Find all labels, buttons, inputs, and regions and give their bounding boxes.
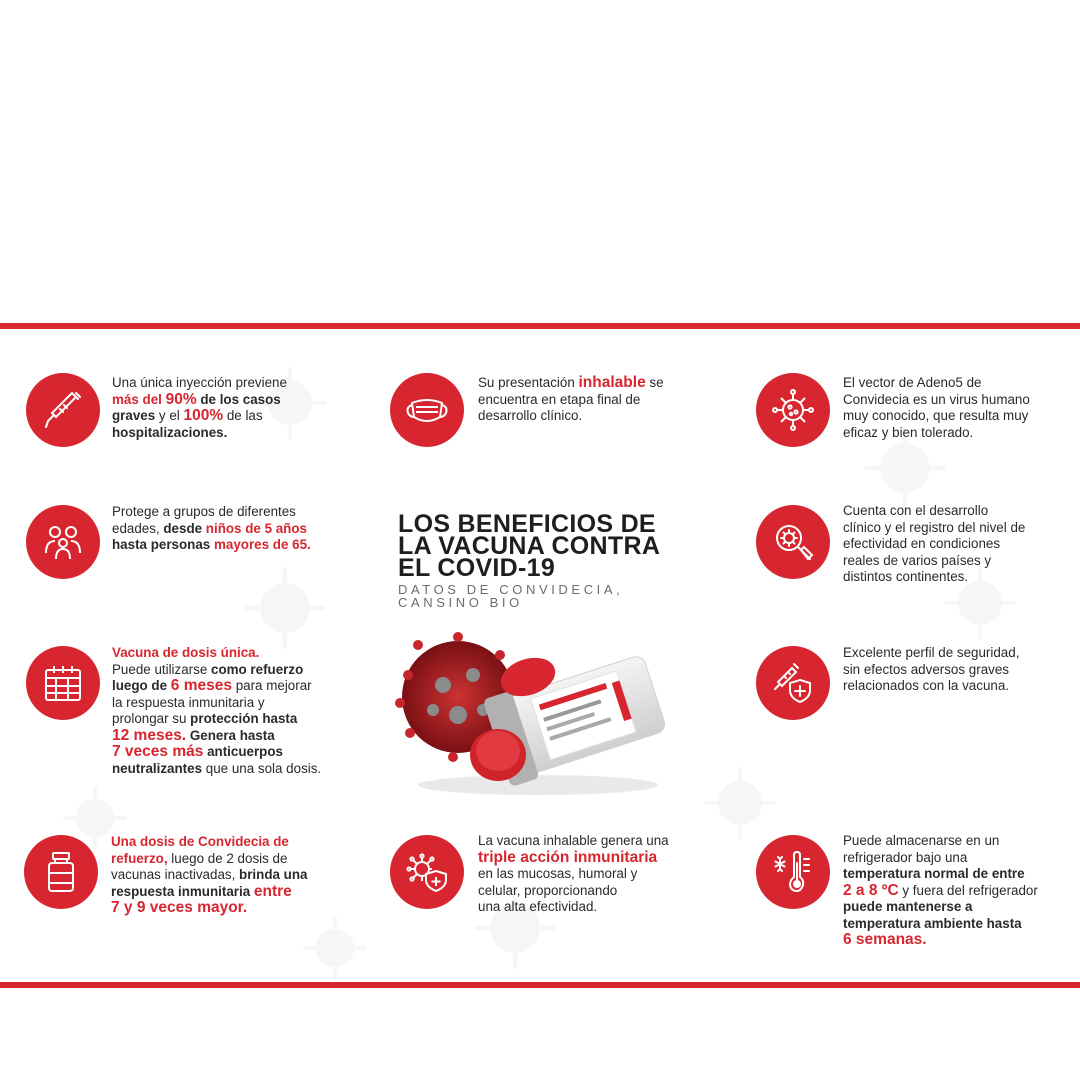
card-text-segment: muy conocido, que resulta muy — [843, 408, 1029, 423]
calendar-icon — [40, 660, 86, 706]
card-text-segment: Convidecia es un virus humano — [843, 391, 1030, 407]
card-text-segment: Excelente perfil de seguridad, — [843, 645, 1020, 660]
thermometer-icon — [770, 849, 816, 895]
card-icon-circle — [756, 835, 830, 909]
card-text-segment: inhalable — [578, 374, 646, 391]
card-text-segment: eficaz y bien tolerado. — [843, 424, 974, 440]
card-text-segment: de los casos — [196, 391, 281, 407]
card-text-segment: anticuerpos — [203, 744, 283, 759]
card-text-segment: Una única inyección previene — [112, 375, 287, 390]
card-icon-circle — [390, 373, 464, 447]
card-text-segment: 2 a 8 ºC — [843, 881, 899, 899]
card-text-segment: desde — [163, 520, 206, 536]
card-text-segment: una alta efectividad. — [478, 899, 598, 914]
card-text-segment: 90% — [165, 390, 197, 408]
vaccine-vial-icon — [38, 849, 84, 895]
card-text-segment: hasta personas — [112, 537, 214, 552]
card-text-segment: Su presentación — [478, 375, 579, 390]
card-text-5 — [843, 503, 1073, 586]
card-text-segment: 12 meses. — [112, 726, 187, 744]
card-text-segment: 6 semanas. — [843, 931, 927, 948]
card-text-segment: desarrollo clínico. — [478, 408, 583, 423]
card-text-segment: efectividad en condiciones — [843, 536, 1001, 551]
card-text-segment: hospitalizaciones. — [112, 424, 228, 440]
card-text-segment: Puede almacenarse en un — [843, 833, 1000, 848]
card-text-segment: triple acción inmunitaria — [478, 848, 658, 866]
card-text-segment: Una dosis de Convidecia de — [111, 834, 289, 849]
card-text-3 — [843, 375, 1073, 441]
card-text-segment: graves — [112, 408, 156, 423]
card-text-4 — [112, 504, 352, 554]
card-text-segment: 7 y 9 veces mayor. — [111, 899, 248, 916]
background-virus-icon — [700, 763, 780, 843]
card-icon-circle — [24, 835, 98, 909]
card-text-segment: 7 veces más — [112, 743, 204, 760]
card-text-segment: para mejorar — [231, 678, 312, 693]
card-text-9 — [478, 833, 708, 916]
vaccine-vial-illustration — [388, 615, 678, 800]
card-text-segment: Genera hasta — [186, 727, 275, 743]
card-text-segment: refuerzo, — [111, 850, 168, 866]
card-text-segment: reales de varios países y — [843, 552, 992, 568]
card-text-segment: relacionados con la vacuna. — [843, 678, 1010, 693]
card-icon-circle — [390, 835, 464, 909]
card-text-segment: El vector de Adeno5 de — [843, 375, 982, 390]
card-text-segment: brinda una — [239, 867, 308, 882]
card-text-segment: mayores de 65. — [213, 537, 311, 552]
syringe-shield-icon — [770, 660, 816, 706]
card-icon-circle — [756, 505, 830, 579]
background-virus-icon — [240, 563, 330, 653]
card-text-7 — [843, 645, 1073, 695]
syringe-icon — [40, 387, 86, 433]
card-text-8 — [111, 834, 351, 917]
card-text-segment: temperatura normal de entre — [843, 866, 1025, 881]
card-text-segment: de las — [223, 408, 263, 423]
card-text-segment: más del — [112, 391, 166, 407]
card-text-segment: respuesta inmunitaria — [111, 883, 254, 899]
card-text-segment: luego de 2 dosis de — [167, 850, 288, 866]
top-red-rule — [0, 323, 1080, 329]
card-icon-circle — [26, 505, 100, 579]
card-text-segment: edades, — [112, 520, 164, 536]
virus-shield-icon — [404, 849, 450, 895]
card-icon-circle — [26, 373, 100, 447]
card-text-segment: entre — [253, 882, 292, 900]
family-group-icon — [40, 519, 86, 565]
card-text-10 — [843, 833, 1073, 949]
card-text-segment: sin efectos adversos graves — [843, 661, 1009, 677]
card-text-segment: vacunas inactivadas, — [111, 867, 240, 882]
card-icon-circle — [756, 373, 830, 447]
card-text-segment: 100% — [183, 407, 224, 424]
card-icon-circle — [756, 646, 830, 720]
magnifier-virus-icon — [770, 519, 816, 565]
card-text-segment: que una sola dosis. — [202, 760, 322, 776]
card-text-segment: como refuerzo — [211, 661, 304, 677]
card-text-segment: luego de — [112, 678, 171, 693]
page-subtitle: DATOS DE CONVIDECIA, CANSINO BIO — [398, 582, 624, 610]
card-icon-circle — [26, 646, 100, 720]
card-text-segment: La vacuna inhalable genera una — [478, 833, 669, 848]
card-text-1 — [112, 375, 352, 441]
card-text-segment: distintos continentes. — [843, 569, 969, 584]
card-text-segment: temperatura ambiente hasta — [843, 915, 1022, 931]
card-text-segment: neutralizantes — [112, 760, 203, 776]
card-text-segment: clínico y el registro del nivel de — [843, 519, 1026, 535]
infographic-band — [0, 323, 1080, 988]
card-text-segment: refrigerador bajo una — [843, 849, 968, 865]
card-text-segment: celular, proporcionando — [478, 882, 618, 898]
background-virus-icon — [300, 913, 370, 983]
card-text-segment: 6 meses — [170, 677, 232, 694]
bottom-red-rule — [0, 982, 1080, 988]
title-block — [398, 510, 698, 610]
card-text-segment: Cuenta con el desarrollo — [843, 503, 989, 518]
card-text-segment: Puede utilizarse — [112, 661, 211, 677]
face-mask-icon — [404, 387, 450, 433]
card-text-6 — [112, 645, 357, 777]
card-text-segment: encuentra en etapa final de — [478, 391, 641, 407]
card-text-segment: Protege a grupos de diferentes — [112, 504, 296, 519]
card-text-segment: protección hasta — [190, 711, 298, 726]
card-text-segment: prolongar su — [112, 711, 191, 726]
card-text-segment: Vacuna de dosis única. — [112, 645, 260, 660]
card-text-segment: se — [645, 375, 664, 390]
page-title: LOS BENEFICIOS DE LA VACUNA CONTRA EL COVID-19 — [398, 510, 661, 582]
card-text-segment: puede mantenerse a — [843, 899, 973, 914]
card-text-segment: y el — [155, 408, 184, 423]
card-text-segment: y fuera del refrigerador — [898, 882, 1038, 898]
card-text-segment: niños de 5 años — [205, 520, 307, 536]
card-text-segment: la respuesta inmunitaria y — [112, 694, 265, 710]
virus-icon — [770, 387, 816, 433]
card-text-2 — [478, 375, 708, 425]
card-text-segment: en las mucosas, humoral y — [478, 866, 638, 881]
